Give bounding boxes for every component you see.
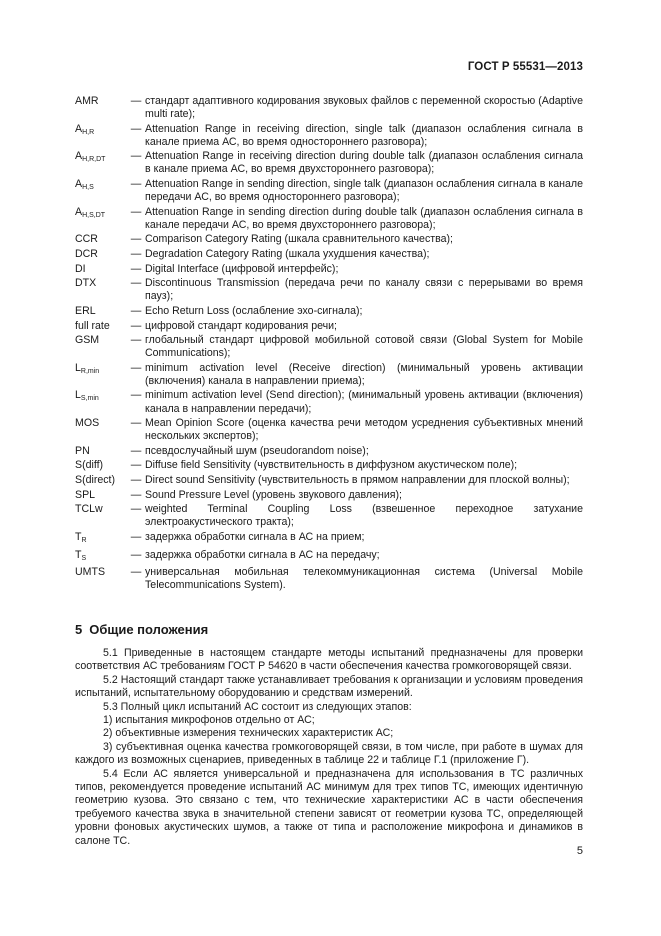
abbreviation-definition: Attenuation Range in receiving direction during double talk (диапазон ослабления сигнала в канале приема АС, во время двухстороннего разговора); xyxy=(145,150,583,176)
abbreviation-definition: minimum activation level (Send direction); (минимальный уровень активации (включения) канала в направлении передачи); xyxy=(145,389,583,415)
abbreviation-symbol: DCR xyxy=(75,248,98,261)
abbreviation-entry xyxy=(75,95,583,121)
abbreviation-dash: — xyxy=(130,248,142,261)
abbreviation-term xyxy=(75,531,127,547)
abbreviation-term xyxy=(75,334,127,360)
abbreviation-term xyxy=(75,206,127,232)
abbreviation-definition: Attenuation Range in sending direction, single talk (диапазон ослабления сигнала в канале передачи АС, во время одностороннего разговора); xyxy=(145,178,583,204)
abbreviation-definition: Echo Return Loss (ослабление эхо-сигнала); xyxy=(145,304,363,317)
abbreviation-definition: универсальная мобильная телекоммуникационная система (Universal Mobile Telecommunications System). xyxy=(145,566,583,592)
abbreviation-definition: Attenuation Range in receiving direction, single talk (диапазон ослабления сигнала в канале приема АС, во время одностороннего разговора); xyxy=(145,122,583,148)
abbreviation-term xyxy=(75,503,127,529)
abbreviation-entry xyxy=(75,123,583,149)
abbreviation-definition: стандарт адаптивного кодирования звуковых файлов с переменной скоростью (Adaptive multi rate); xyxy=(145,95,583,121)
abbreviation-dash: — xyxy=(130,304,142,317)
abbreviation-symbol: ERL xyxy=(75,304,96,317)
paragraph: 3) субъективная оценка качества громкоговорящей связи, в том числе, при работе в шумах для каждого из возможных сценариев, приведенных в таблице 22 и таблице Г.1 (приложение Г). xyxy=(75,740,583,767)
abbreviation-entry xyxy=(75,445,583,458)
abbreviation-definition: цифровой стандарт кодирования речи; xyxy=(145,319,338,332)
abbreviation-entry xyxy=(75,459,583,472)
abbreviation-symbol: A xyxy=(75,150,83,163)
abbreviation-symbol: PN xyxy=(75,444,90,457)
abbreviation-dash: — xyxy=(130,417,142,430)
paragraph: 5.1 Приведенные в настоящем стандарте методы испытаний предназначены для проверки соответствия АС требованиям ГОСТ Р 54620 в части обеспечения качества громкоговорящей связи. xyxy=(75,647,583,673)
abbreviation-entry xyxy=(75,320,583,333)
abbreviation-subscript: H,R,DT xyxy=(82,156,106,164)
abbreviation-dash: — xyxy=(130,444,142,457)
abbreviation-entry xyxy=(75,248,583,261)
abbreviation-entry xyxy=(75,305,583,318)
abbreviation-dash: — xyxy=(130,233,142,246)
abbreviation-dash: — xyxy=(130,474,142,487)
abbreviation-entry xyxy=(75,503,583,529)
abbreviation-symbol: UMTS xyxy=(75,566,106,579)
abbreviation-entry xyxy=(75,263,583,276)
abbreviation-symbol: A xyxy=(75,178,83,191)
abbreviation-dash: — xyxy=(130,178,142,191)
paragraph: 5.2 Настоящий стандарт также устанавливает требования к организации и условиям проведения испытаний, испытательному оборудованию и средствам измерений. xyxy=(75,673,583,700)
abbreviation-entry xyxy=(75,417,583,443)
page-number: 5 xyxy=(576,845,583,857)
abbreviation-symbol: CCR xyxy=(75,233,98,246)
abbreviation-term xyxy=(75,150,127,176)
abbreviation-definition: псевдослучайный шум (pseudorandom noise); xyxy=(145,444,369,457)
abbreviation-dash: — xyxy=(130,205,142,218)
abbreviation-symbol: TCLw xyxy=(75,503,103,516)
abbreviation-term xyxy=(75,233,127,246)
abbreviation-definition: Mean Opinion Score (оценка качества речи методом усреднения субъективных мнений нескольких экспертов); xyxy=(145,417,583,443)
abbreviation-term xyxy=(75,305,127,318)
abbreviation-entry xyxy=(75,389,583,415)
section-number: 5 xyxy=(75,622,83,637)
abbreviation-symbol: GSM xyxy=(75,334,100,347)
section-heading xyxy=(75,622,208,637)
abbreviation-dash: — xyxy=(130,122,142,135)
abbreviation-definition: задержка обработки сигнала в АС на прием; xyxy=(145,530,365,543)
abbreviation-term xyxy=(75,489,127,502)
abbreviation-entry xyxy=(75,489,583,502)
abbreviation-term xyxy=(75,389,127,415)
abbreviation-symbol: L xyxy=(75,361,81,374)
abbreviation-definition: Direct sound Sensitivity (чувствительность в прямом направлении для плоской волны); xyxy=(145,474,570,487)
abbreviation-dash: — xyxy=(130,503,142,516)
abbreviation-term xyxy=(75,95,127,121)
abbreviation-symbol: AMR xyxy=(75,95,99,107)
abbreviation-term xyxy=(75,320,127,333)
abbreviation-dash: — xyxy=(130,319,142,332)
abbreviation-entry xyxy=(75,178,583,204)
abbreviation-entry xyxy=(75,277,583,303)
abbreviation-term xyxy=(75,417,127,443)
abbreviation-subscript: S xyxy=(81,554,87,562)
abbreviation-entry xyxy=(75,362,583,388)
abbreviation-dash: — xyxy=(130,361,142,374)
abbreviation-dash: — xyxy=(130,262,142,275)
abbreviation-term xyxy=(75,549,127,565)
abbreviation-subscript: R,min xyxy=(80,367,100,375)
abbreviation-definition: Digital Interface (цифровой интерфейс); xyxy=(145,262,339,275)
abbreviation-symbol: A xyxy=(75,122,83,135)
abbreviation-definition: Attenuation Range in sending direction during double talk (диапазон ослабления сигнала в канале передачи АС, во время двухстороннего разговора); xyxy=(145,205,583,231)
abbreviation-definition: задержка обработки сигнала в АС на передачу; xyxy=(145,548,380,561)
abbreviation-symbol: DI xyxy=(75,262,86,275)
abbreviation-entry xyxy=(75,206,583,232)
abbreviation-term xyxy=(75,445,127,458)
abbreviation-subscript: R xyxy=(81,536,87,544)
abbreviation-symbol: MOS xyxy=(75,417,100,430)
abbreviation-definition: Diffuse field Sensitivity (чувствительность в диффузном акустическом поле); xyxy=(145,459,518,472)
abbreviation-definition: Discontinuous Transmission (передача речи по каналу связи с перерывами во время пауз); xyxy=(145,277,583,303)
abbreviation-dash: — xyxy=(130,530,142,543)
abbreviation-subscript: H,S xyxy=(82,184,94,192)
abbreviation-dash: — xyxy=(130,566,142,579)
paragraph: 1) испытания микрофонов отдельно от АС; xyxy=(103,714,315,727)
abbreviation-symbol: S(diff) xyxy=(75,459,104,472)
abbreviation-term xyxy=(75,248,127,261)
abbreviation-entry xyxy=(75,474,583,487)
abbreviation-definition: глобальный стандарт цифровой мобильной сотовой связи (Global System for Mobile Communications); xyxy=(145,334,583,360)
abbreviation-subscript: H,S,DT xyxy=(82,211,106,219)
abbreviation-definition: weighted Terminal Coupling Loss (взвешенное переходное затухание электроакустического тракта); xyxy=(145,503,583,529)
abbreviation-dash: — xyxy=(130,150,142,163)
abbreviation-term xyxy=(75,566,127,592)
abbreviation-dash: — xyxy=(130,488,142,501)
abbreviation-term xyxy=(75,362,127,388)
abbreviation-dash: — xyxy=(130,334,142,347)
abbreviation-symbol: DTX xyxy=(75,277,97,290)
paragraph: 2) объективные измерения технических характеристик АС; xyxy=(103,727,394,740)
paragraph: 5.3 Полный цикл испытаний АС состоит из следующих этапов: xyxy=(103,700,412,713)
section-title: Общие положения xyxy=(89,622,209,637)
abbreviation-symbol: S(direct) xyxy=(75,474,116,487)
abbreviation-term xyxy=(75,474,127,487)
abbreviation-subscript: H,R xyxy=(82,128,95,136)
abbreviation-definition: Sound Pressure Level (уровень звукового давления); xyxy=(145,488,402,501)
standard-code-header: ГОСТ Р 55531—2013 xyxy=(467,61,583,73)
abbreviation-definition: minimum activation level (Receive direction) (минимальный уровень активации (включения) канала в направлении приема); xyxy=(145,361,583,387)
abbreviations-list xyxy=(75,95,583,594)
abbreviation-symbol: A xyxy=(75,205,83,218)
abbreviation-entry xyxy=(75,531,583,547)
abbreviation-definition: Degradation Category Rating (шкала ухудшения качества); xyxy=(145,248,430,261)
abbreviation-definition: Comparison Category Rating (шкала сравнительного качества); xyxy=(145,233,453,246)
abbreviation-symbol: full rate xyxy=(75,319,110,332)
abbreviation-dash: — xyxy=(130,95,142,107)
abbreviation-entry xyxy=(75,334,583,360)
abbreviation-symbol: L xyxy=(75,389,81,402)
abbreviation-term xyxy=(75,459,127,472)
abbreviation-subscript: S,min xyxy=(80,395,99,403)
abbreviation-dash: — xyxy=(130,277,142,290)
paragraph: 5.4 Если АС является универсальной и предназначена для использования в ТС различных типов, рекомендуется проведение испытаний АС минимум для трех типов ТС, имеющих идентичную геометрию кузова. Это связано с тем, что технические характеристики АС в части обеспечения требуемого качества звука в значительной степени зависят от геометрии кузова ТС, определяющей уровни фоновых акустических шумов, а также от типа и расположение микрофона и динамиков в салоне ТС. xyxy=(75,767,583,847)
abbreviation-term xyxy=(75,178,127,204)
abbreviation-dash: — xyxy=(130,389,142,402)
abbreviation-dash: — xyxy=(130,548,142,561)
abbreviation-entry xyxy=(75,150,583,176)
section-body xyxy=(75,647,583,848)
abbreviation-entry xyxy=(75,566,583,592)
abbreviation-term xyxy=(75,123,127,149)
abbreviation-entry xyxy=(75,233,583,246)
abbreviation-symbol: T xyxy=(75,530,82,543)
abbreviation-dash: — xyxy=(130,459,142,472)
abbreviation-symbol: SPL xyxy=(75,488,96,501)
abbreviation-term xyxy=(75,263,127,276)
abbreviation-entry xyxy=(75,549,583,565)
abbreviation-symbol: T xyxy=(75,548,82,561)
abbreviation-term xyxy=(75,277,127,303)
